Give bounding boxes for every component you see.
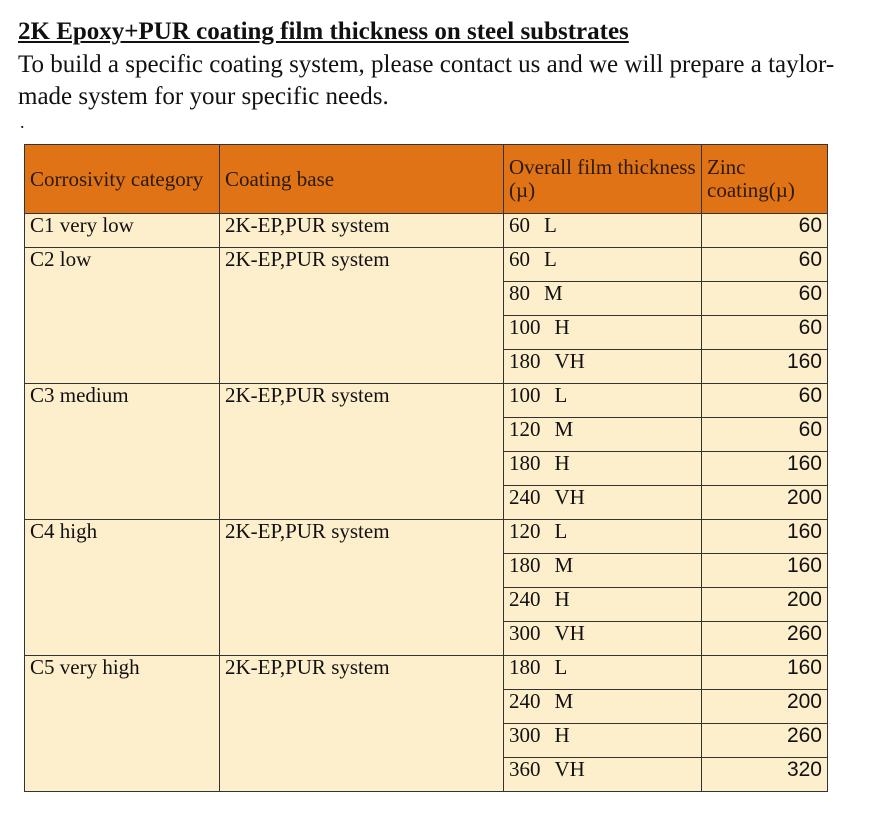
thickness-value: 300 xyxy=(509,723,541,747)
zinc-coating-cell: 60 xyxy=(702,248,828,282)
thickness-level: L xyxy=(554,519,568,543)
table-row xyxy=(25,248,828,282)
coating-base-cell: 2K-EP,PUR system xyxy=(220,656,504,792)
thickness-value: 60 xyxy=(509,247,530,271)
corrosivity-category-cell: C4 high xyxy=(25,520,220,656)
thickness-value: 240 xyxy=(509,689,541,713)
thickness-level: VH xyxy=(554,349,585,373)
coating-base-cell: 2K-EP,PUR system xyxy=(220,520,504,656)
thickness-value: 180 xyxy=(509,349,541,373)
zinc-coating-cell: 160 xyxy=(702,520,828,554)
header-overall-film-thickness: Overall film thickness (µ) xyxy=(504,145,702,214)
header-corrosivity-category: Corrosivity category xyxy=(25,145,220,214)
thickness-value: 180 xyxy=(509,655,541,679)
film-thickness-cell xyxy=(504,758,702,792)
film-thickness-cell xyxy=(504,486,702,520)
film-thickness-cell xyxy=(504,656,702,690)
thickness-level: H xyxy=(554,723,570,747)
thickness-value: 120 xyxy=(509,519,541,543)
thickness-value: 100 xyxy=(509,383,541,407)
table-header-row xyxy=(25,145,828,214)
film-thickness-cell xyxy=(504,418,702,452)
table-row xyxy=(25,520,828,554)
intro-paragraph: To build a specific coating system, please contact us and we will prepare a taylor- made system for your specific needs. xyxy=(18,51,835,110)
film-thickness-cell xyxy=(504,554,702,588)
thickness-level: VH xyxy=(554,485,585,509)
zinc-coating-cell: 60 xyxy=(702,316,828,350)
film-thickness-cell xyxy=(504,248,702,282)
thickness-value: 240 xyxy=(509,587,541,611)
zinc-coating-cell: 60 xyxy=(702,282,828,316)
table-body xyxy=(25,214,828,792)
zinc-coating-cell: 160 xyxy=(702,656,828,690)
thickness-value: 180 xyxy=(509,553,541,577)
film-thickness-cell xyxy=(504,622,702,656)
thickness-level: L xyxy=(554,383,568,407)
table-row xyxy=(25,656,828,690)
header-coating-base: Coating base xyxy=(220,145,504,214)
film-thickness-cell xyxy=(504,384,702,418)
zinc-coating-cell: 60 xyxy=(702,418,828,452)
coating-base-cell: 2K-EP,PUR system xyxy=(220,248,504,384)
thickness-level: M xyxy=(544,281,563,305)
header-zinc-coating: Zinc coating(µ) xyxy=(702,145,828,214)
page-title: 2K Epoxy+PUR coating film thickness on steel substrates xyxy=(18,18,629,45)
thickness-value: 240 xyxy=(509,485,541,509)
zinc-coating-cell: 60 xyxy=(702,384,828,418)
thickness-level: L xyxy=(544,247,557,271)
zinc-coating-cell: 260 xyxy=(702,724,828,758)
thickness-value: 180 xyxy=(509,451,541,475)
zinc-coating-cell: 320 xyxy=(702,758,828,792)
corrosivity-category-cell: C2 low xyxy=(25,248,220,384)
thickness-value: 80 xyxy=(509,281,530,305)
film-thickness-cell xyxy=(504,724,702,758)
thickness-level: H xyxy=(554,315,570,339)
zinc-coating-cell: 160 xyxy=(702,452,828,486)
zinc-coating-cell: 160 xyxy=(702,554,828,588)
thickness-level: M xyxy=(554,417,574,441)
thickness-value: 60 xyxy=(509,213,530,237)
thickness-level: M xyxy=(554,553,574,577)
film-thickness-cell xyxy=(504,452,702,486)
coating-thickness-table xyxy=(24,144,828,792)
film-thickness-cell xyxy=(504,350,702,384)
thickness-level: H xyxy=(554,587,570,611)
table-row xyxy=(25,384,828,418)
zinc-coating-cell: 200 xyxy=(702,486,828,520)
thickness-level: M xyxy=(554,689,574,713)
zinc-coating-cell: 260 xyxy=(702,622,828,656)
thickness-value: 360 xyxy=(509,757,541,781)
film-thickness-cell xyxy=(504,214,702,248)
thickness-level: L xyxy=(544,213,557,237)
film-thickness-cell xyxy=(504,588,702,622)
film-thickness-cell xyxy=(504,520,702,554)
zinc-coating-cell: 200 xyxy=(702,690,828,724)
thickness-level: L xyxy=(554,655,568,679)
thickness-value: 120 xyxy=(509,417,541,441)
thickness-level: H xyxy=(554,451,570,475)
corrosivity-category-cell: C5 very high xyxy=(25,656,220,792)
film-thickness-cell xyxy=(504,690,702,724)
zinc-coating-cell: 60 xyxy=(702,214,828,248)
thickness-value: 300 xyxy=(509,621,541,645)
film-thickness-cell xyxy=(504,316,702,350)
thickness-value: 100 xyxy=(509,315,541,339)
film-thickness-cell xyxy=(504,282,702,316)
coating-base-cell: 2K-EP,PUR system xyxy=(220,214,504,248)
stray-dot: . xyxy=(20,112,25,132)
zinc-coating-cell: 200 xyxy=(702,588,828,622)
thickness-level: VH xyxy=(554,621,585,645)
corrosivity-category-cell: C1 very low xyxy=(25,214,220,248)
zinc-coating-cell: 160 xyxy=(702,350,828,384)
corrosivity-category-cell: C3 medium xyxy=(25,384,220,520)
coating-base-cell: 2K-EP,PUR system xyxy=(220,384,504,520)
table-row xyxy=(25,214,828,248)
thickness-level: VH xyxy=(554,757,585,781)
